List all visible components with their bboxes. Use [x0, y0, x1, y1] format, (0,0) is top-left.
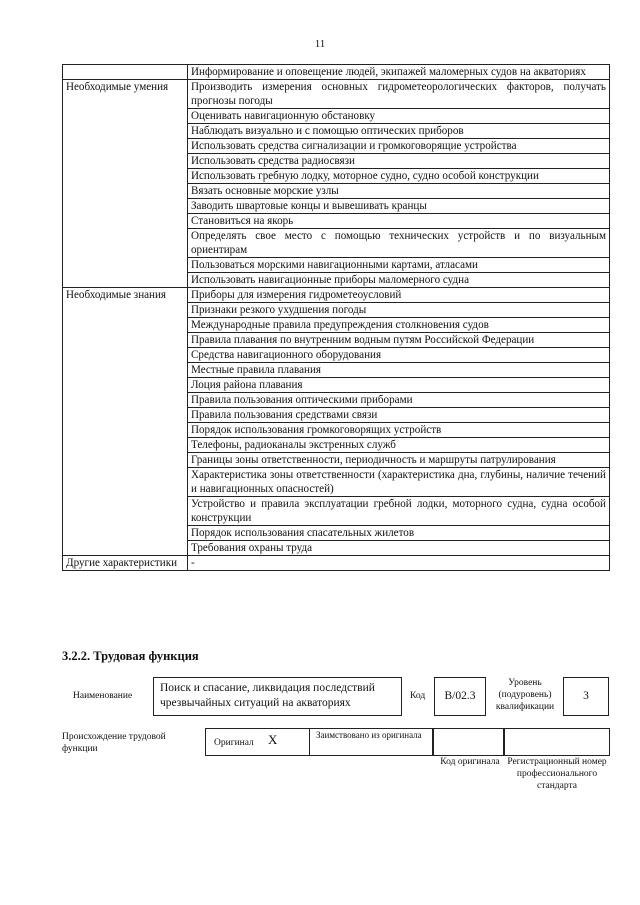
registration-box [504, 728, 610, 756]
table-row [63, 288, 610, 303]
item-cell: Границы зоны ответственности, периодичность и маршруты патрулирования [188, 453, 610, 468]
category-cell: Необходимые умения [63, 80, 188, 288]
category-cell: Необходимые знания [63, 288, 188, 556]
item-cell: Правила пользования средствами связи [188, 408, 610, 423]
item-cell: Устройство и правила эксплуатации гребной лодки, моторного судна, судна особой конструкции [188, 497, 610, 526]
item-cell: Характеристика зоны ответственности (характеристика дна, глубины, наличие течений и навигационных опасностей) [188, 468, 610, 497]
item-cell: Определять свое место с помощью технических устройств и по визуальным ориентирам [188, 229, 610, 258]
item-cell: Приборы для измерения гидрометеоусловий [188, 288, 610, 303]
table-row [63, 65, 610, 80]
level-label: Уровень (подуровень) квалификации [495, 678, 555, 712]
item-cell: Информирование и оповещение людей, экипажей маломерных судов на акваториях [188, 65, 610, 80]
page-number: 11 [314, 38, 326, 50]
item-cell: Пользоваться морскими навигационными картами, атласами [188, 258, 610, 273]
item-cell: Телефоны, радиоканалы экстренных служб [188, 438, 610, 453]
code-value-box [434, 677, 486, 716]
requirements-table [62, 64, 610, 571]
function-name-value: Поиск и спасание, ликвидация последствий чрезвычайных ситуаций на акваториях [160, 682, 375, 709]
item-cell: Средства навигационного оборудования [188, 348, 610, 363]
borrowed-label: Заимствовано из оригинала [316, 730, 422, 740]
table-row [63, 556, 610, 571]
item-cell: Правила плавания по внутренним водным путям Российской Федерации [188, 333, 610, 348]
item-cell: Наблюдать визуально и с помощью оптических приборов [188, 124, 610, 139]
level-value-box [563, 677, 609, 716]
item-cell: Порядок использования спасательных жилетов [188, 526, 610, 541]
item-cell: Лоция района плавания [188, 378, 610, 393]
name-label: Наименование [73, 691, 133, 701]
item-cell: Признаки резкого ухудшения погоды [188, 303, 610, 318]
item-cell: Производить измерения основных гидрометеорологических факторов, получать прогнозы погоды [188, 80, 610, 109]
item-cell: Использовать навигационные приборы маломерного судна [188, 273, 610, 288]
code-caption: Код оригинала [440, 757, 500, 767]
category-cell [63, 65, 188, 80]
original-mark: X [268, 732, 278, 747]
item-cell: Местные правила плавания [188, 363, 610, 378]
item-cell: Становиться на якорь [188, 214, 610, 229]
item-cell: Вязать основные морские узлы [188, 184, 610, 199]
table-row [63, 80, 610, 109]
item-cell: - [188, 556, 610, 571]
item-cell: Использовать средства радиосвязи [188, 154, 610, 169]
origin-code-box [433, 728, 504, 756]
category-cell: Другие характеристики [63, 556, 188, 571]
registration-caption: Регистрационный номер профессионального стандарта [507, 757, 607, 791]
item-cell: Порядок использования громкоговорящих устройств [188, 423, 610, 438]
code-label: Код [410, 691, 426, 701]
item-cell: Правила пользования оптическими приборами [188, 393, 610, 408]
section-title: 3.2.2. Трудовая функция [62, 649, 199, 663]
level-value: 3 [583, 690, 589, 702]
item-cell: Заводить швартовые концы и вывешивать кранцы [188, 199, 610, 214]
item-cell: Использовать средства сигнализации и громкоговорящие устройства [188, 139, 610, 154]
original-label: Оригинал [214, 738, 254, 748]
item-cell: Использовать гребную лодку, моторное судно, судно особой конструкции [188, 169, 610, 184]
origin-divider [309, 728, 310, 756]
item-cell: Международные правила предупреждения столкновения судов [188, 318, 610, 333]
item-cell: Требования охраны труда [188, 541, 610, 556]
code-value: B/02.3 [444, 690, 476, 702]
origin-label: Происхождение трудовой функции [62, 732, 166, 754]
function-name-box [153, 677, 402, 716]
item-cell: Оценивать навигационную обстановку [188, 109, 610, 124]
